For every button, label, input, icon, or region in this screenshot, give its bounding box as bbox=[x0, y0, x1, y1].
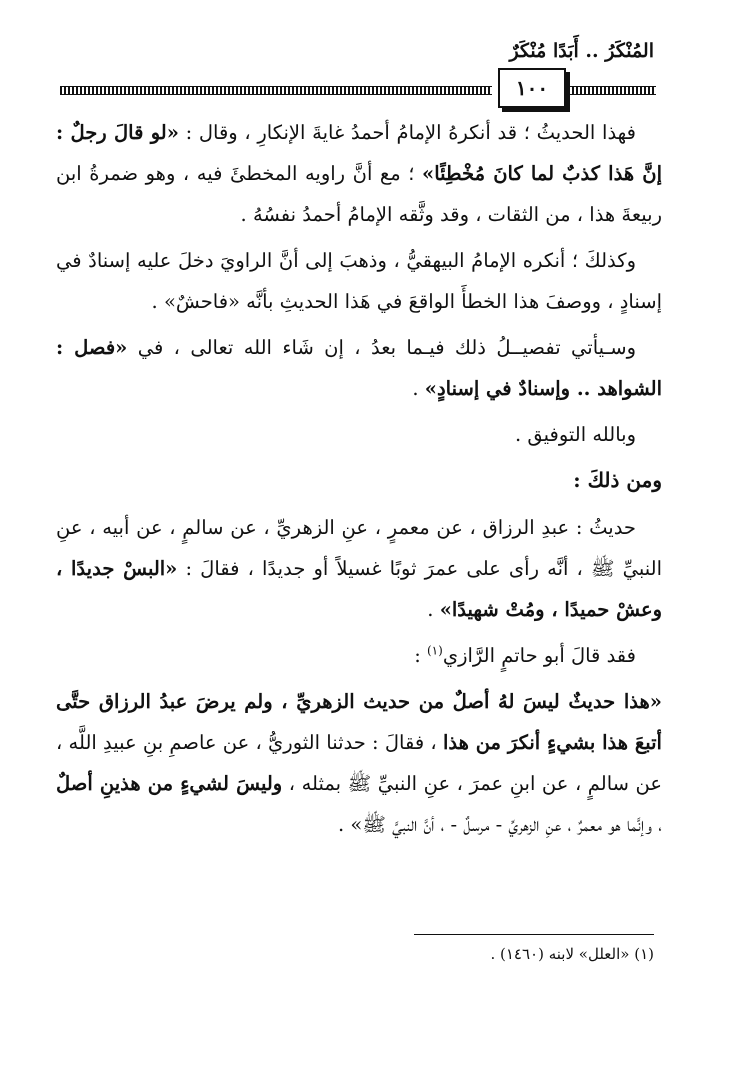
paragraph-3-text-a: وسـيأتي تفصيــلُ ذلك فيـما بعدُ ، إن شَاء الله تعالى ، في bbox=[127, 336, 636, 359]
footnote-1: (١) «العلل» لابنه (١٤٦٠) . bbox=[490, 945, 654, 963]
page-number: ١٠٠ bbox=[498, 68, 566, 108]
running-title: المُنْكَرُ .. أَبَدًا مُنْكَرٌ bbox=[509, 40, 654, 62]
page-header bbox=[60, 32, 656, 102]
paragraph-1-text-a: فهذا الحديثُ ؛ قد أنكرهُ الإمامُ أحمدُ غايةَ الإنكارِ ، وقال : bbox=[178, 121, 636, 144]
header-rule-left bbox=[60, 86, 492, 95]
paragraph-4: وبالله التوفيق . bbox=[514, 423, 636, 446]
paragraph-7 bbox=[56, 681, 662, 845]
paragraph-6-text-a: فقد قالَ أبو حاتمٍ الرَّازي bbox=[442, 644, 636, 667]
paragraph-7-text-b: ، وإنَّما هو معمرٌ ، عنِ الزهريِّ - مرسلٌ - ، أنَّ النبيَّ ﷺ» . bbox=[338, 813, 662, 836]
paragraph-1-quote: «لو قالَ رجلٌ : إنَّ هَذا كذبٌ لما كانَ مُخْطِئًا» bbox=[56, 121, 662, 185]
paragraph-3-text-b: . bbox=[412, 377, 425, 400]
section-heading: ومن ذلكَ : bbox=[573, 468, 662, 492]
header-rule-right bbox=[568, 86, 656, 95]
paragraph-7-quote-a: «هذا حديثٌ ليسَ لهُ أصلٌ من حديث الزهريِّ ، ولم يرضَ عبدُ الرزاق حتَّى أتبعَ هذا بشيءٍ أنكرَ من هذا bbox=[56, 690, 662, 754]
footnote-reference: (١) bbox=[426, 643, 443, 658]
paragraph-6 bbox=[56, 635, 662, 676]
paragraph-2: وكذلكَ ؛ أنكره الإمامُ البيهقيُّ ، وذهبَ إلى أنَّ الراويَ دخلَ عليه إسنادٌ في إسنادٍ ، ووصفَ هذا الخطأَ الواقعَ في هَذا الحديثِ بأنَّه «فاحشٌ» . bbox=[56, 249, 662, 313]
paragraph-3 bbox=[56, 327, 662, 409]
paragraph-5-text-b: . bbox=[427, 598, 440, 621]
paragraph-5-text-a: حديثُ : عبدِ الرزاق ، عن معمرٍ ، عنِ الزهريِّ ، عن سالمٍ ، عن أبيه ، عنِ النبيِّ ﷺ ، أنَّه رأى على عمرَ ثوبًا غسيلاً أو جديدًا ، فقالَ : bbox=[56, 516, 662, 580]
paragraph-7-quote-b: وليسَ لشيءٍ من هذينِ أصلٌ bbox=[56, 772, 283, 795]
paragraph-6-text-b: : bbox=[414, 644, 427, 667]
paragraph-3-reference: «فصل : الشواهد .. وإسنادٌ في إسنادٍ» bbox=[56, 336, 662, 400]
paragraph-1-text-b: ؛ مع أنَّ راويه المخطئَ فيه ، وهو ضمرةُ ابن ربيعةَ هذا ، من الثقات ، وقد وثَّقه الإمامُ أحمدُ نفسُهُ . bbox=[56, 162, 662, 226]
page-body bbox=[56, 112, 662, 850]
paragraph-7-text-a: ، فقالَ : حدثنا الثوريُّ ، عن عاصمِ بنِ عبيدِ اللَّه ، عن سالمٍ ، عن ابنِ عمرَ ، عنِ النبيِّ ﷺ بمثله ، bbox=[56, 731, 662, 795]
paragraph-5 bbox=[56, 507, 662, 630]
paragraph-5-hadith-text: «البسْ جديدًا ، وعشْ حميدًا ، ومُتْ شهيدًا» bbox=[56, 557, 662, 621]
footnote-separator bbox=[414, 934, 654, 935]
paragraph-1 bbox=[56, 112, 662, 235]
